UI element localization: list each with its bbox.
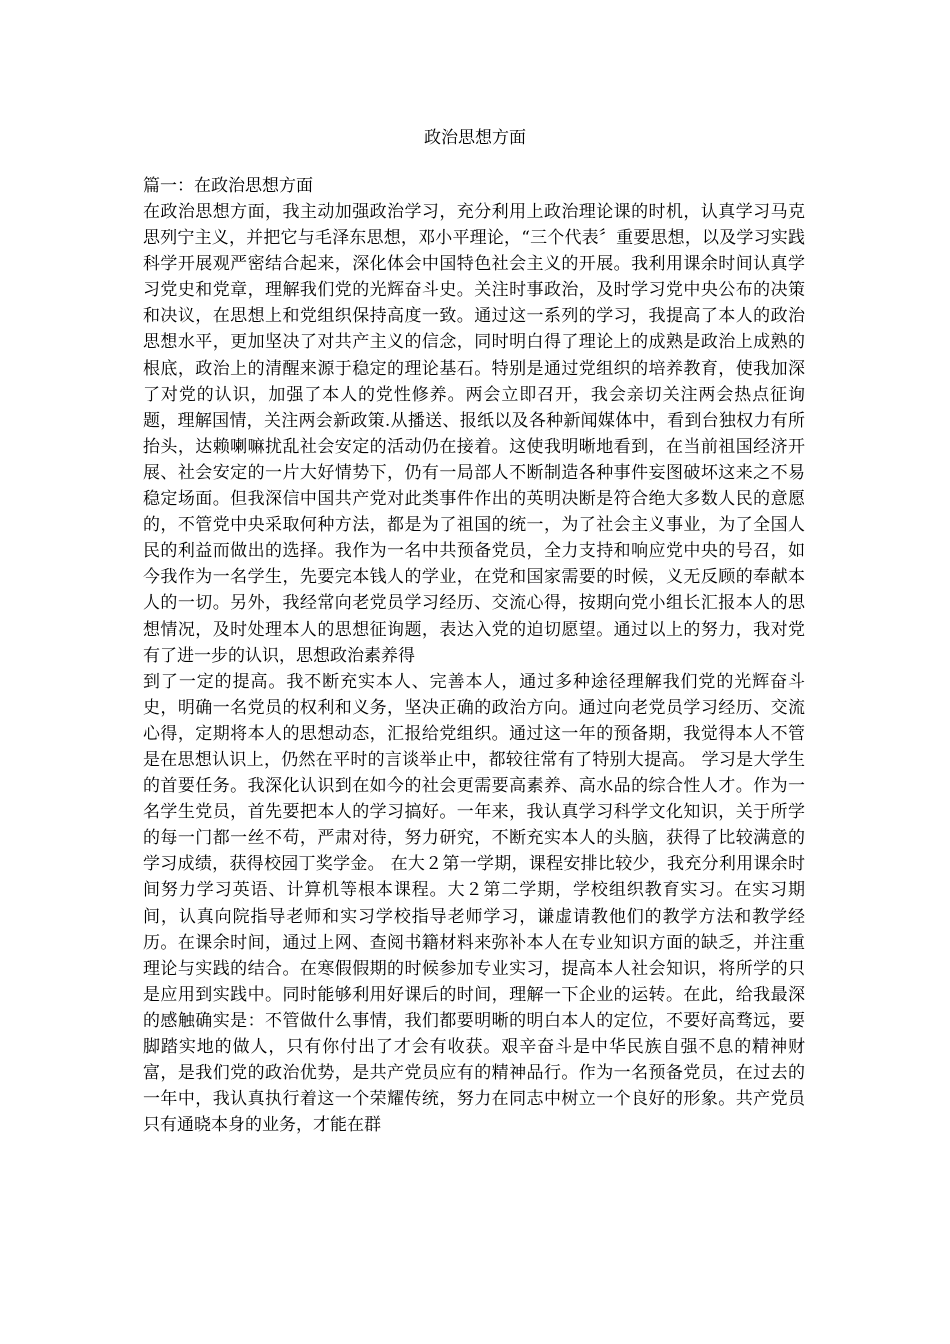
document-title: 政治思想方面 (424, 128, 526, 148)
paragraph-2: 到了一定的提高。我不断充实本人、完善本人，通过多种途径理解我们党的光辉奋斗史，明确一名党员的权利和义务，坚决正确的政治方向。通过向老党员学习经历、交流心得，定期将本人的思想动态，汇报给党组织。通过这一年的预备期，我觉得本人不管是在思想认识上，仍然在平时的言谈举止中，都较往常有了特别大提高。 学习是大学生的首要任务。我深化认识到在如今的社会更需要高素养、高水品的综合性人才。作为一名学生党员，首先要把本人的学习搞好。一年来，我认真学习科学文化知识，关于所学的每一门都一丝不苟，严肃对待，努力研究，不断充实本人的头脑，获得了比较满意的学习成绩，获得校园丁奖学金。 在大２第一学期，课程安排比较少，我充分利用课余时间努力学习英语、计算机等根本课程。大２第二学期，学校组织教育实习。在实习期间，认真向院指导老师和实习学校指导老师学习，谦虚请教他们的教学方法和教学经历。在课余时间，通过上网、查阅书籍材料来弥补本人在专业知识方面的缺乏，并注重理论与实践的结合。在寒假假期的时候参加专业实习，提高本人社会知识，将所学的只是应用到实践中。同时能够利用好课后的时间，理解一下企业的运转。在此，给我最深的感触确实是：不管做什么事情，我们都要明晰的明白本人的定位，不要好高骛远，要脚踏实地的做人，只有你付出了才会有收获。艰辛奋斗是中华民族自强不息的精神财富，是我们党的政治优势，是共产党员应有的精神品行。作为一名预备党员，在过去的一年中，我认真执行着这一个荣耀传统，努力在同志中树立一个良好的形象。共产党员只有通晓本身的业务，才能在群 (143, 671, 805, 1136)
paragraph-1: 在政治思想方面，我主动加强政治学习，充分利用上政治理论课的时机，认真学习马克思列宁主义，并把它与毛泽东思想，邓小平理论，“三个代表〞重要思想，以及学习实践科学开展观严密结合起来，深化体会中国特色社会主义的开展。我利用课余时间认真学习党史和党章，理解我们党的光辉奋斗史。关注时事政治，及时学习党中央公布的决策和决议，在思想上和党组织保持高度一致。通过这一系列的学习，我提高了本人的政治思想水平，更加坚决了对共产主义的信念，同时明白得了理论上的成熟是政治上成熟的根底，政治上的清醒来源于稳定的理论基石。特别是通过党组织的培养教育，使我加深了对党的认识，加强了本人的党性修养。两会立即召开，我会亲切关注两会热点征询题，理解国情，关注两会新政策.从播送、报纸以及各种新闻媒体中，看到台独权力有所抬头，达赖喇嘛扰乱社会安定的活动仍在接着。这使我明晰地看到，在当前祖国经济开展、社会安定的一片大好情势下，仍有一局部人不断制造各种事件妄图破坏这来之不易稳定场面。但我深信中国共产党对此类事件作出的英明决断是符合绝大多数人民的意愿的，不管党中央采取何种方法，都是为了祖国的统一，为了社会主义事业，为了全国人民的利益而做出的选择。我作为一名中共预备党员，全力支持和响应党中央的号召，如今我作为一名学生，先要完本钱人的学业，在党和国家需要的时候，义无反顾的奉献本人的一切。另外，我经常向老党员学习经历、交流心得，按期向党小组长汇报本人的思想情况，及时处理本人的思想征询题，表达入党的迫切愿望。通过以上的努力，我对党有了进一步的认识，思想政治素养得 (143, 202, 805, 666)
section-heading: 篇一：在政治思想方面 (143, 176, 313, 196)
document-body (143, 173, 805, 1138)
